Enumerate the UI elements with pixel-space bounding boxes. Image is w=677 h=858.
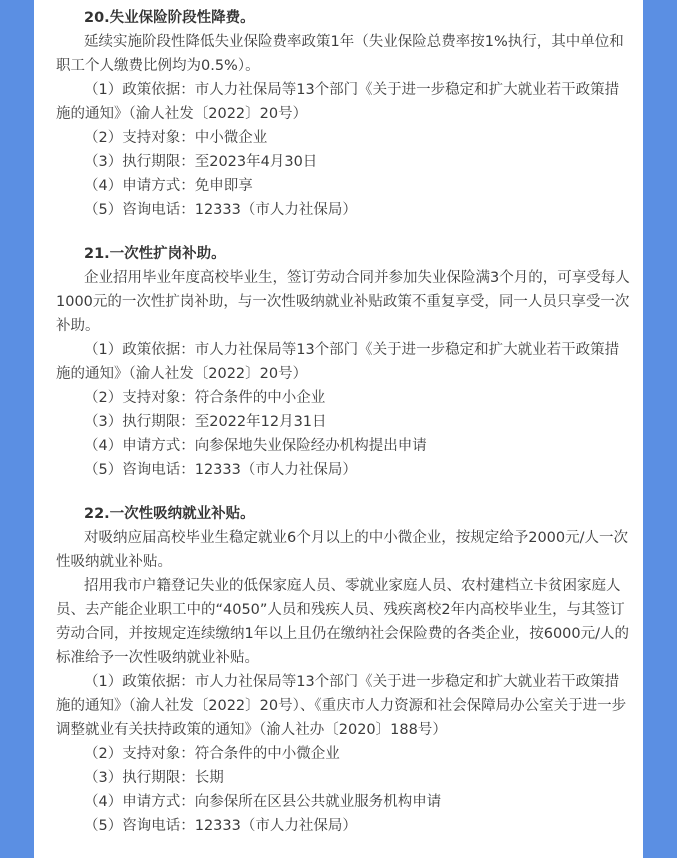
support-target: （2）支持对象：符合条件的中小企业 [84,390,326,406]
policy-basis: （1）政策依据：市人力社保局等13个部门《关于进一步稳定和扩大就业若干政策措施的通知》（渝人社发〔2022〕20号）、《重庆市人力资源和社会保障局办公室关于进一步调整就业有关扶持政策的通知》（渝人社办〔2020〕188号） [56,674,627,738]
execution-period: （3）执行期限：长期 [84,770,224,786]
section-paragraph: 企业招用毕业年度高校毕业生，签订劳动合同并参加失业保险满3个月的，可享受每人1000元的一次性扩岗补助，与一次性吸纳就业补贴政策不重复享受，同一人员只享受一次补助。 [56,270,630,334]
support-target: （2）支持对象：符合条件的中小微企业 [84,746,340,762]
section-paragraph: 延续实施阶段性降低失业保险费率政策1年（失业保险总费率按1%执行，其中单位和职工个人缴费比例均为0.5%）。 [56,34,624,74]
section-title: 22.一次性吸纳就业补贴。 [84,506,255,522]
policy-section-22 [56,502,633,838]
execution-period: （3）执行期限：至2022年12月31日 [84,414,327,430]
application-method: （4）申请方式：免申即享 [84,178,253,194]
section-paragraph: 招用我市户籍登记失业的低保家庭人员、零就业家庭人员、农村建档立卡贫困家庭人员、去产能企业职工中的“4050”人员和残疾人员、残疾离校2年内高校毕业生，与其签订劳动合同，并按规定连续缴纳1年以上且仍在缴纳社会保险费的各类企业，按6000元/人的标准给予一次性吸纳就业补贴。 [56,578,630,666]
policy-basis: （1）政策依据：市人力社保局等13个部门《关于进一步稳定和扩大就业若干政策措施的通知》（渝人社发〔2022〕20号） [56,82,620,122]
application-method: （4）申请方式：向参保所在区县公共就业服务机构申请 [84,794,442,810]
policy-basis: （1）政策依据：市人力社保局等13个部门《关于进一步稳定和扩大就业若干政策措施的通知》（渝人社发〔2022〕20号） [56,342,620,382]
support-target: （2）支持对象：中小微企业 [84,130,268,146]
application-method: （4）申请方式：向参保地失业保险经办机构提出申请 [84,438,427,454]
execution-period: （3）执行期限：至2023年4月30日 [84,154,318,170]
section-title: 20.失业保险阶段性降费。 [84,10,255,26]
article-body [34,0,643,858]
policy-section-20 [56,6,633,222]
consult-phone: （5）咨询电话：12333（市人力社保局） [84,462,357,478]
section-title: 21.一次性扩岗补助。 [84,246,226,262]
section-paragraph: 对吸纳应届高校毕业生稳定就业6个月以上的中小微企业，按规定给予2000元/人一次性吸纳就业补贴。 [56,530,629,570]
policy-section-21 [56,242,633,482]
consult-phone: （5）咨询电话：12333（市人力社保局） [84,818,357,834]
consult-phone: （5）咨询电话：12333（市人力社保局） [84,202,357,218]
